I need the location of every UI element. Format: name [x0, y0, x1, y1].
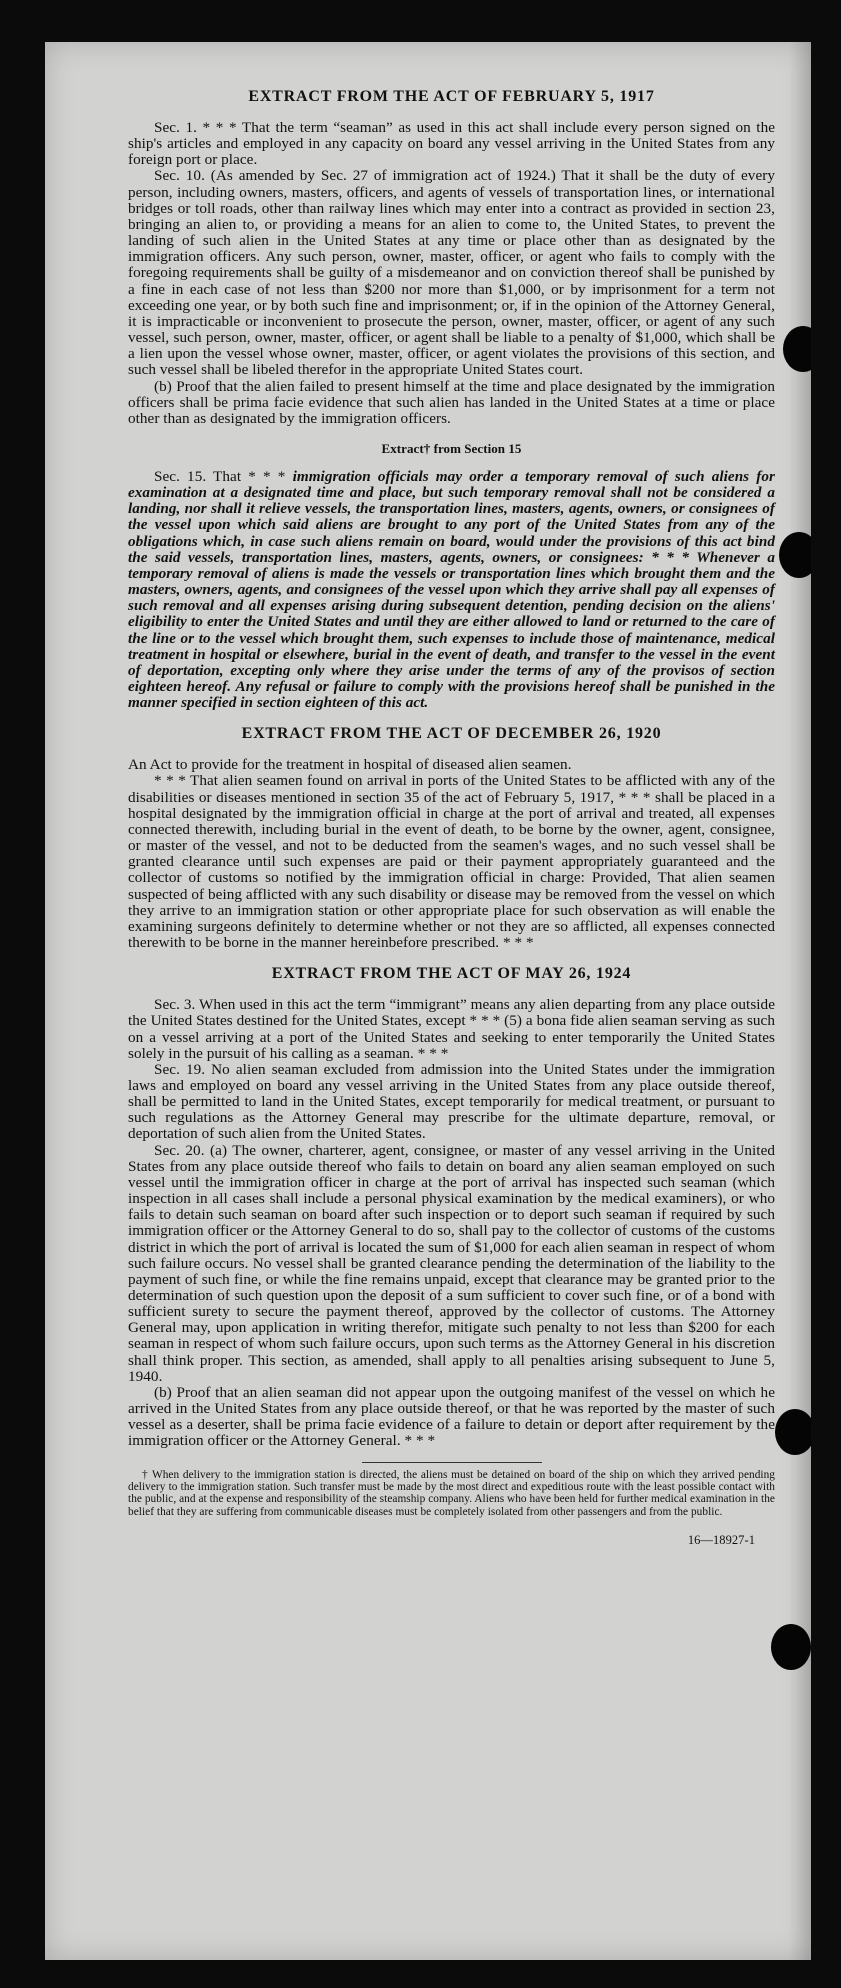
paragraph-sec-15	[128, 469, 775, 711]
heading-act-dec-1920: EXTRACT FROM THE ACT OF DECEMBER 26, 1920	[241, 725, 662, 743]
punch-hole-1	[783, 326, 811, 372]
document-text	[128, 88, 775, 1548]
paragraph-sec-10: Sec. 10. (As amended by Sec. 27 of immigration act of 1924.) That it shall be the duty of every person, including owners, masters, officers, and agents of vessels of transportation lines, or international bridges or toll roads, other than railway lines which may enter into a contract as provided in section 23, bringing an alien to, or providing a means for an alien to come to, the United States, to prevent the landing of such alien in the United States at any time or place other than as designated by the immigration officers. Any such person, owner, master, officer, or agent who fails to comply with the foregoing requirements shall be guilty of a misdemeanor and on conviction thereof shall be punished by a fine in each case of not less than $200 nor more than $1,000, or by imprisonment for a term not exceeding one year, or by both such fine and imprisonment; or, if in the opinion of the Attorney General, it is impracticable or inconvenient to prosecute the person, owner, master, officer, or agent of any such vessel, such person, owner, master, officer, or agent shall be liable to a penalty of $1,000, which shall be a lien upon the vessel whose owner, master, officer, or agent violates the provisions of this section, and such vessel shall be libeled therefor in the appropriate United States court.	[128, 167, 775, 379]
punch-hole-2	[779, 532, 811, 578]
document-number: 16—18927-1	[687, 1533, 755, 1548]
spacer	[128, 711, 775, 725]
punch-hole-4	[771, 1624, 811, 1670]
paragraph-sec-20: Sec. 20. (a) The owner, charterer, agent, consignee, or master of any vessel arriving in the United States from any place outside thereof who fails to detain on board any alien seaman employed on such vessel until the immigration officer in charge at the port of arrival has inspected such seaman (which inspection in all cases shall include a personal physical examination by the medical examiners), or who fails to detain such seaman on board after such inspection or to deport such seaman if required by such immigration officer or the Attorney General to do so, shall pay to the collector of customs of the customs district in which the port of arrival is located the sum of $1,000 for each alien seaman in respect of whom such failure occurs. No vessel shall be granted clearance pending the determination of the liability to the payment of such fine, or while the fine remains unpaid, except that clearance may be granted prior to the determination of such question upon the deposit of a sum sufficient to cover such fine, or of a bond with sufficient surety to secure the payment thereof, approved by the collector of customs. The Attorney General may, upon application in writing therefor, mitigate such penalty to not less than $200 for each seaman in respect of whom such failure occurs, upon such terms as the Attorney General in his discretion shall think proper. This section, as amended, shall apply to all penalties arising subsequent to June 5, 1940.	[128, 1141, 775, 1385]
punch-hole-3	[775, 1409, 811, 1455]
sec-15-lead: Sec. 15. That * * *	[154, 467, 293, 485]
paragraph-act-title: An Act to provide for the treatment in hospital of diseased alien seamen.	[128, 756, 572, 774]
spacer	[128, 951, 775, 965]
sec-15-italic: immigration officials may order a temporary removal of such aliens for examination at a designated time and place, but such temporary removal shall not be considered a landing, nor shall it relieve vessels, the transportation lines, masters, agents, owners, or consignees of the vessel upon which said aliens are brought to any port of the United States from any of the obligations which, in case such aliens remain on board, would under the provisions of this act bind the said vessels, transportation lines, masters, agents, owners, or consignees: * * * Whenever a temporary removal of aliens is made the vessels or transportation lines which brought them and the masters, owners, agents, and consignees of the vessel upon which they arrive shall pay all expenses of such removal and all expenses arising during subsequent detention, pending decision on the aliens' eligibility to enter the United States and until they are either allowed to land or returned to the care of the line or to the vessel which brought them, such expenses to include those of maintenance, medical treatment in hospital or elsewhere, burial in the event of death, and transfer to the vessel in the event of deportation, excepting only where they arise under the terms of any of the provisos of section eighteen hereof. Any refusal or failure to comply with the provisions hereof shall be punished in the manner specified in section eighteen of this act.	[128, 467, 775, 712]
paragraph-alien-seamen: * * * That alien seamen found on arrival in ports of the United States to be afflicted with any of the disabilities or diseases mentioned in section 35 of the act of February 5, 1917, * * * shall be placed in a hospital designated by the immigration official in charge at the port of arrival and treated, all expenses connected therewith, including burial in the event of death, to be borne by the owner, agent, consignee, or master of the vessel, and not to be deducted from the seamen's wages, and no such vessel shall be granted clearance until such expenses are paid or their payment appropriately guaranteed and the collector of customs so notified by the immigration official in charge: Provided, That alien seamen suspected of being afflicted with any such disability or disease may be removed from the vessel on which they arrive to an immigration station or other appropriate place for such observation as will enable the examining surgeons definitely to determine whether or not they are so afflicted, all expenses connected therewith to be borne in the manner hereinbefore prescribed. * * *	[128, 772, 775, 952]
heading-section-15: Extract† from Section 15	[381, 440, 522, 456]
paragraph-sec-19: Sec. 19. No alien seaman excluded from admission into the United States under the immigration laws and employed on board any vessel arriving in the United States from any place outside thereof, shall be permitted to land in the United States, except temporarily for medical treatment, or pursuant to such regulations as the Attorney General may prescribe for the ultimate departure, removal, or deportation of such alien from the United States.	[128, 1060, 775, 1143]
footnote: † When delivery to the immigration station is directed, the aliens must be detained on board of the ship on which they arrived pending delivery to the immigration station. Such transfer must be made by the most direct and expeditious route with the least possible contact with the public, and at the expense and responsibility of the steamship company. Aliens who have been held for further medical examination in the belief that they are suffering from communicable diseases must be completely isolated from other passengers and from the public.	[128, 1468, 775, 1518]
paragraph-proof: (b) Proof that the alien failed to present himself at the time and place designated by the immigration officers shall be prima facie evidence that such alien has landed in the United States at a time or place other than as designated by the immigration officers.	[128, 377, 775, 427]
paragraph-sec-20b: (b) Proof that an alien seaman did not appear upon the outgoing manifest of the vessel on which he arrived in the United States from any place outside thereof, or that he was reported by the master of such vessel as a deserter, shall be prima facie evidence of a failure to detain or deport after requirement by the immigration officer or the Attorney General. * * *	[128, 1383, 775, 1450]
heading-act-may-1924: EXTRACT FROM THE ACT OF MAY 26, 1924	[271, 965, 632, 983]
paragraph-sec-3: Sec. 3. When used in this act the term “immigrant” means any alien departing from any place outside the United States destined for the United States, except * * * (5) a bona fide alien seaman serving as such on a vessel arriving at a port of the United States and seeking to enter temporarily the United States solely in the pursuit of his calling as a seaman. * * *	[128, 996, 775, 1062]
footnote-divider	[362, 1462, 542, 1463]
heading-act-feb-1917: EXTRACT FROM THE ACT OF FEBRUARY 5, 1917	[248, 88, 655, 105]
paragraph-sec-1: Sec. 1. * * * That the term “seaman” as used in this act shall include every person signed on the ship's articles and employed in any capacity on board any vessel arriving in the United States from any foreign port or place.	[128, 119, 775, 169]
